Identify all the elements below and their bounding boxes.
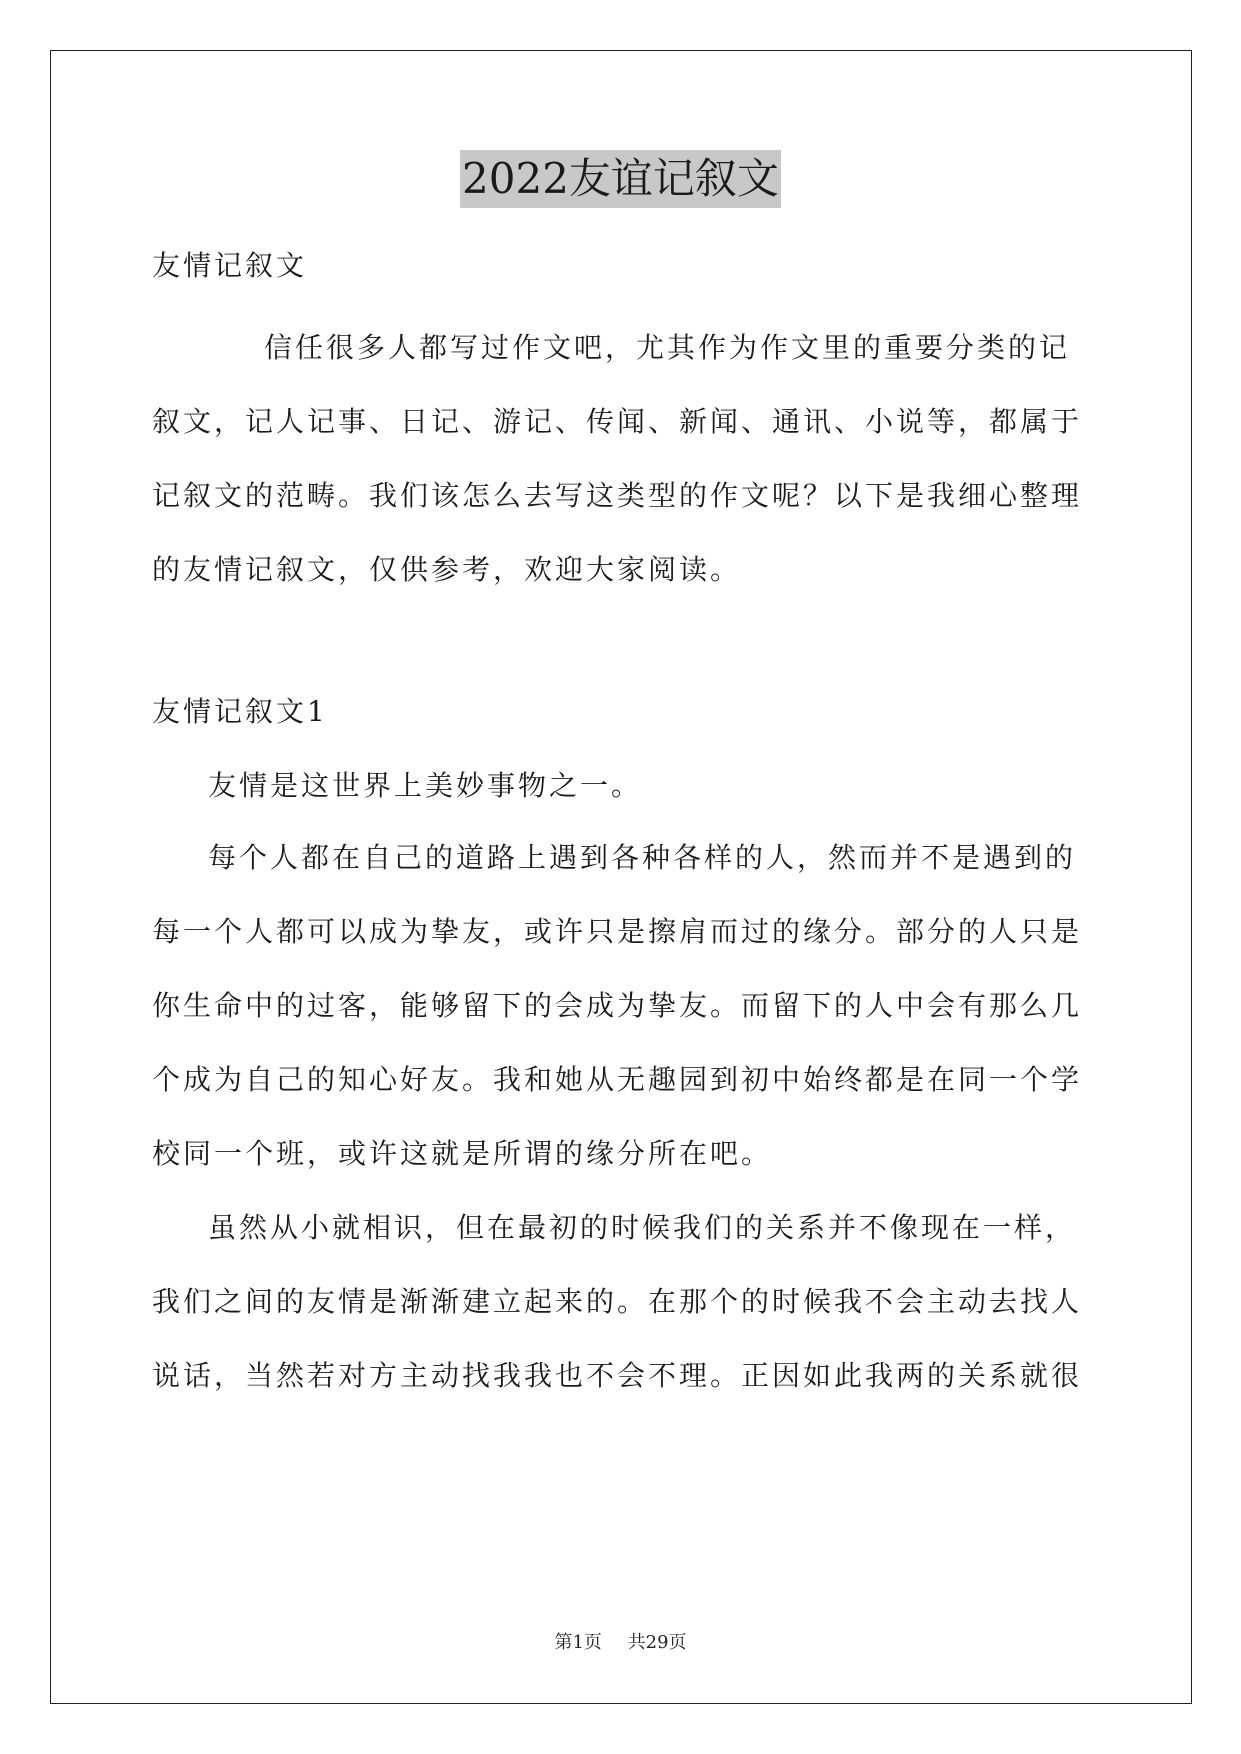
- intro-line: 信任很多人都写过作文吧，尤其作为作文里的重要分类的记: [264, 331, 1071, 364]
- body-line: 校同一个班，或许这就是所谓的缘分所在吧。: [152, 1137, 773, 1170]
- section-heading: 友情记叙文1: [152, 695, 328, 728]
- body-line: 每一个人都可以成为挚友，或许只是擦肩而过的缘分。部分的人只是: [152, 915, 1083, 948]
- body-line: 虽然从小就相识，但在最初的时候我们的关系并不像现在一样，: [208, 1211, 1077, 1244]
- body-line: 每个人都在自己的道路上遇到各种各样的人，然而并不是遇到的: [208, 841, 1077, 874]
- intro-line: 叙文，记人记事、日记、游记、传闻、新闻、通讯、小说等，都属于: [152, 405, 1083, 438]
- heading-main: 友情记叙文: [152, 249, 308, 282]
- intro-line: 记叙文的范畴。我们该怎么去写这类型的作文呢？以下是我细心整理: [152, 479, 1083, 512]
- title-container: [0, 150, 1241, 208]
- body-line: 说话，当然若对方主动找我我也不会不理。正因如此我两的关系就很: [152, 1359, 1083, 1392]
- page-footer: [0, 1628, 1241, 1654]
- body-line: 个成为自己的知心好友。我和她从无趣园到初中始终都是在同一个学: [152, 1063, 1083, 1096]
- intro-line: 的友情记叙文，仅供参考，欢迎大家阅读。: [152, 553, 742, 586]
- body-line: 你生命中的过客，能够留下的会成为挚友。而留下的人中会有那么几: [152, 989, 1083, 1022]
- page-number: 第1页: [554, 1632, 602, 1653]
- page-total: 共29页: [627, 1632, 687, 1653]
- document-title: 2022友谊记叙文: [460, 150, 781, 208]
- body-line: 我们之间的友情是渐渐建立起来的。在那个的时候我不会主动去找人: [152, 1285, 1083, 1318]
- body-line: 友情是这世界上美妙事物之一。: [208, 769, 643, 802]
